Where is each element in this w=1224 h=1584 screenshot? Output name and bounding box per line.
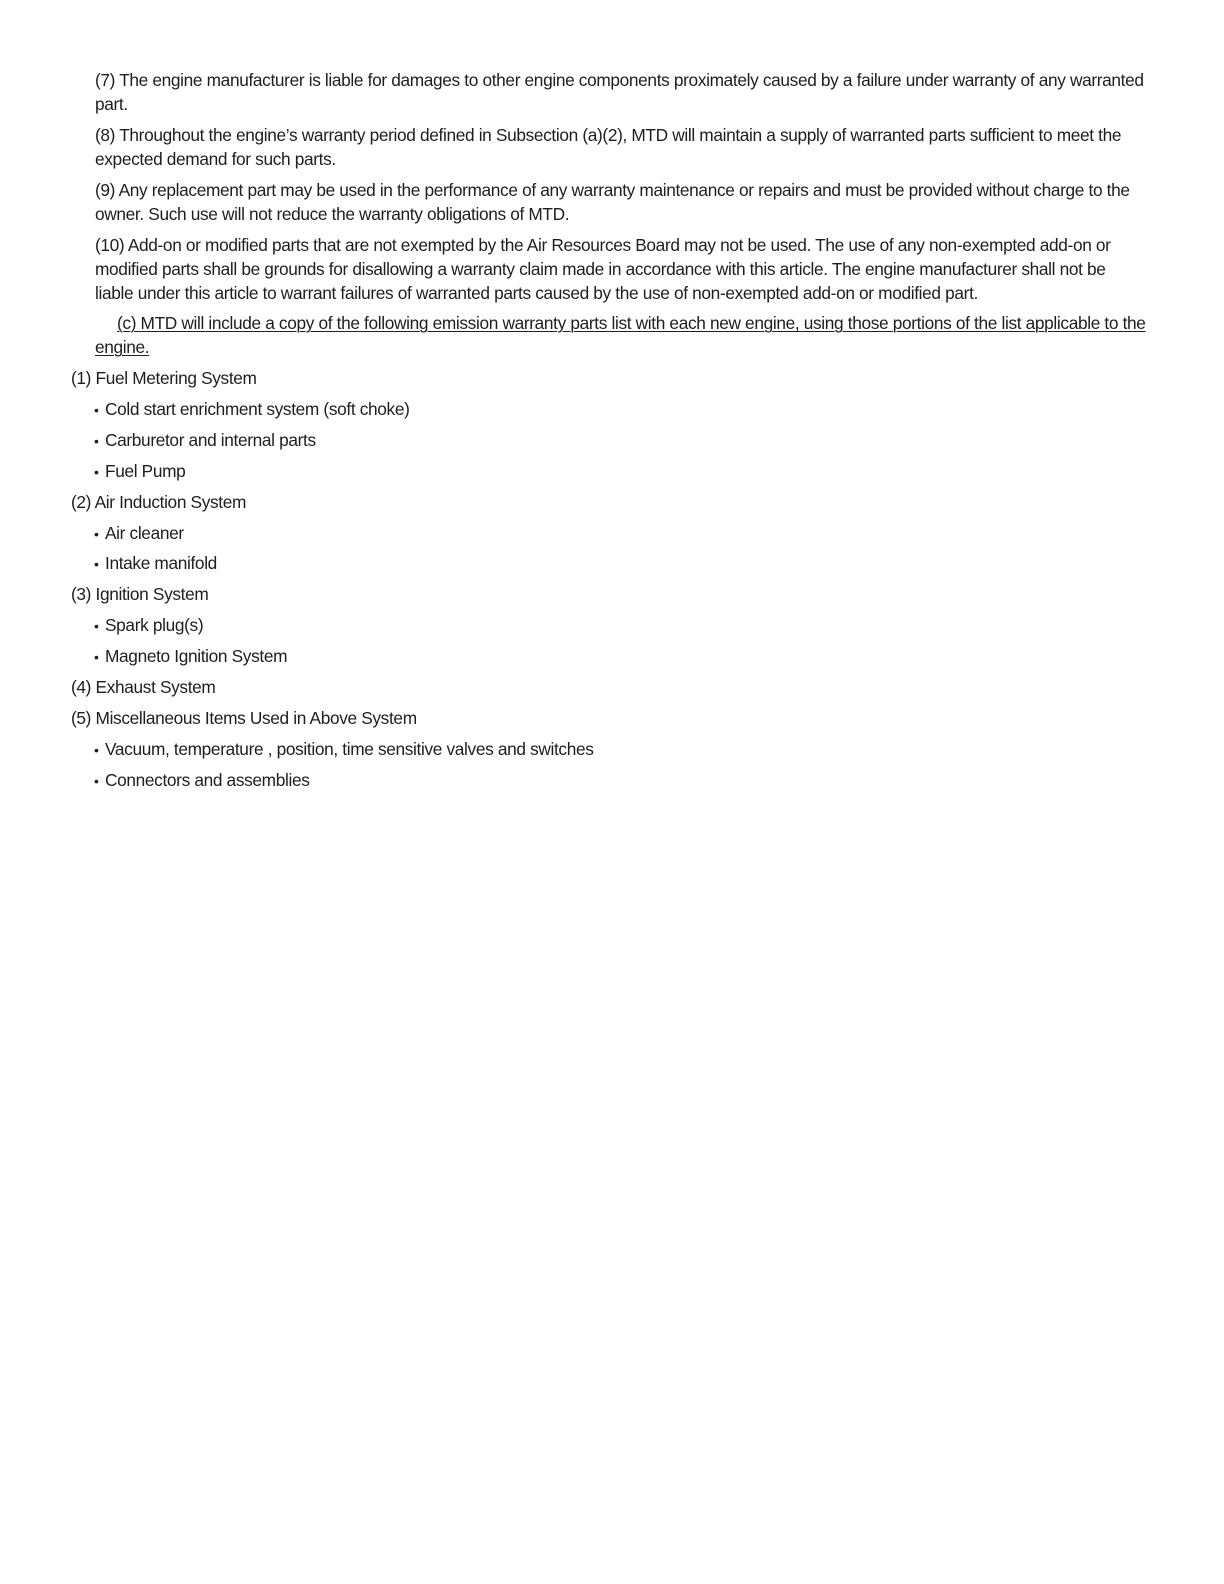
list-item-text: Connectors and assemblies xyxy=(105,770,310,790)
bullet-icon: • xyxy=(94,742,99,758)
bullet-icon: • xyxy=(94,556,99,572)
list-item xyxy=(94,644,287,669)
bullet-icon: • xyxy=(94,773,99,789)
list-item-text: Air cleaner xyxy=(105,523,184,543)
paragraph-7: (7) The engine manufacturer is liable for damages to other engine components proximately caused by a failure under warranty of any warranted part. xyxy=(95,70,1144,114)
parts-heading-exhaust: (4) Exhaust System xyxy=(71,677,216,697)
list-item xyxy=(94,551,217,576)
bullet-icon: • xyxy=(94,649,99,665)
paragraph-10: (10) Add-on or modified parts that are not exempted by the Air Resources Board may not be used. The use of any non-exempted add-on or modified parts shall be grounds for disallowing a warranty claim made in accordance with this article. The engine manufacturer shall not be liable under this article to warrant failures of warranted parts caused by the use of non-exempted add-on or modified part. xyxy=(95,235,1111,303)
list-item-text: Cold start enrichment system (soft choke) xyxy=(105,399,410,419)
parts-heading-fuel-metering: (1) Fuel Metering System xyxy=(71,368,257,388)
list-item xyxy=(94,397,410,422)
bullet-icon: • xyxy=(94,618,99,634)
parts-heading-air-induction: (2) Air Induction System xyxy=(71,492,247,512)
paragraph-c-parts-list-intro xyxy=(95,311,1147,359)
list-item-text: Intake manifold xyxy=(105,553,217,573)
bullet-icon: • xyxy=(94,402,99,418)
list-item-text: Vacuum, temperature , position, time sensitive valves and switches xyxy=(105,739,594,759)
list-item-text: Spark plug(s) xyxy=(105,615,204,635)
parts-heading-miscellaneous: (5) Miscellaneous Items Used in Above System xyxy=(71,708,417,728)
bullet-icon: • xyxy=(94,433,99,449)
paragraph-c-text: (c) MTD will include a copy of the following emission warranty parts list with each new engine, using those portions of the list applicable to the engine. xyxy=(95,313,1146,357)
list-item xyxy=(94,737,594,762)
list-item-text: Magneto Ignition System xyxy=(105,646,288,666)
list-item-text: Fuel Pump xyxy=(105,461,186,481)
bullet-icon: • xyxy=(94,464,99,480)
list-item xyxy=(94,459,185,484)
list-item xyxy=(94,521,184,546)
list-item xyxy=(94,768,310,793)
list-item xyxy=(94,613,203,638)
list-item xyxy=(94,428,316,453)
parts-heading-ignition: (3) Ignition System xyxy=(71,584,209,604)
paragraph-8: (8) Throughout the engine’s warranty period defined in Subsection (a)(2), MTD will maintain a supply of warranted parts sufficient to meet the expected demand for such parts. xyxy=(95,125,1122,169)
list-item-text: Carburetor and internal parts xyxy=(105,430,316,450)
bullet-icon: • xyxy=(94,526,99,542)
paragraph-9: (9) Any replacement part may be used in the performance of any warranty maintenance or repairs and must be provided without charge to the owner. Such use will not reduce the warranty obligations of MTD. xyxy=(95,180,1130,224)
